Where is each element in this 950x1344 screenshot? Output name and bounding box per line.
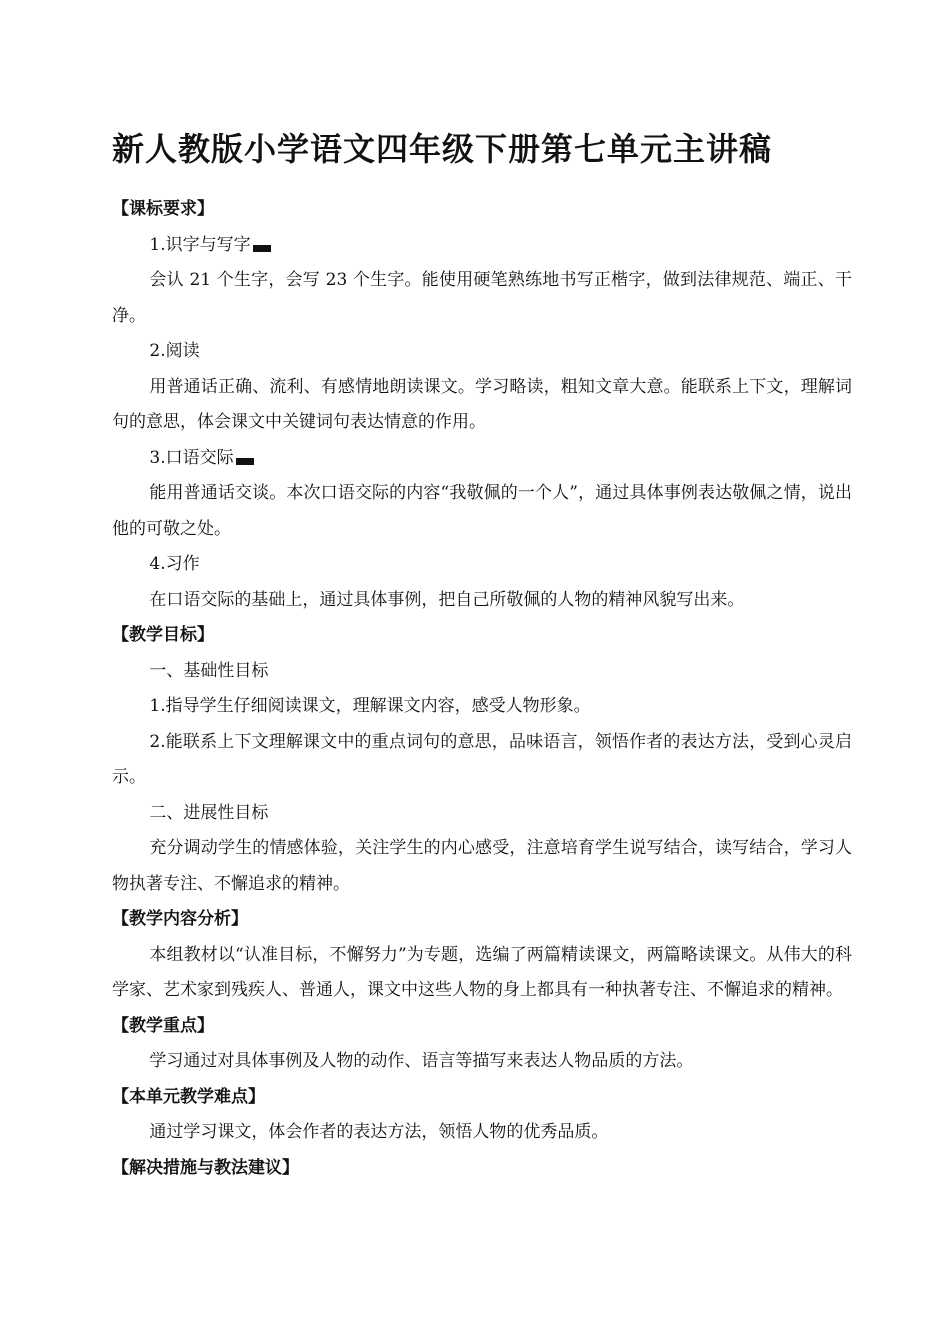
item-title-text: 3.口语交际 [149,447,234,468]
section-heading-measures: 【解决措施与教法建议】 [112,1157,299,1178]
paragraph: 学习通过对具体事例及人物的动作、语言等描写来表达人物品质的方法。 [149,1051,694,1071]
section-heading-objectives: 【教学目标】 [112,625,214,645]
paragraph: 2.能联系上下文理解课文中的重点词句的意思，品味语言，领悟作者的表达方法，受到心灵启示。 [112,731,852,787]
paragraph: 用普通话正确、流利、有感情地朗读课文。学习略读，粗知文章大意。能联系上下文，理解词句的意思，体会课文中关键词句表达情意的作用。 [112,376,852,432]
document-body [112,192,852,1186]
paragraph: 能用普通话交谈。本次口语交际的内容“我敬佩的一个人”，通过具体事例表达敬佩之情，说出他的可敬之处。 [112,483,852,539]
section-heading-curriculum: 【课标要求】 [112,199,214,219]
bracket-mark-icon [253,245,271,252]
paragraph: 在口语交际的基础上，通过具体事例，把自己所敬佩的人物的精神风貌写出来。 [149,589,745,610]
item-title: 4.习作 [149,554,200,574]
section-heading-key-points: 【教学重点】 [112,1015,214,1036]
section-heading-content-analysis: 【教学内容分析】 [112,909,248,929]
paragraph: 本组教材以“认准目标，不懈努力”为专题，选编了两篇精读课文，两篇略读课文。从伟大的科学家、艺术家到残疾人、普通人，课文中这些人物的身上都具有一种执著专注、不懈追求的精神。 [112,944,852,1000]
paragraph: 通过学习课文，体会作者的表达方法，领悟人物的优秀品质。 [149,1122,609,1142]
item-title: 2.阅读 [149,341,200,361]
paragraph: 1.指导学生仔细阅读课文，理解课文内容，感受人物形象。 [149,696,591,716]
item-title [112,228,852,264]
item-title [112,441,852,477]
paragraph: 会认 21 个生字，会写 23 个生字。能使用硬笔熟练地书写正楷字，做到法律规范、端正、干净。 [112,270,852,326]
section-heading-difficulties: 【本单元教学难点】 [112,1086,265,1107]
subheading: 一、基础性目标 [149,660,269,681]
item-title-text: 1.识字与写字 [149,234,251,255]
document-title: 新人教版小学语文四年级下册第七单元主讲稿 [112,130,773,168]
paragraph: 充分调动学生的情感体验，关注学生的内心感受，注意培育学生说写结合，读写结合，学习人物执著专注、不懈追求的精神。 [112,838,852,894]
bracket-mark-icon [236,458,254,465]
subheading: 二、进展性目标 [149,802,269,823]
